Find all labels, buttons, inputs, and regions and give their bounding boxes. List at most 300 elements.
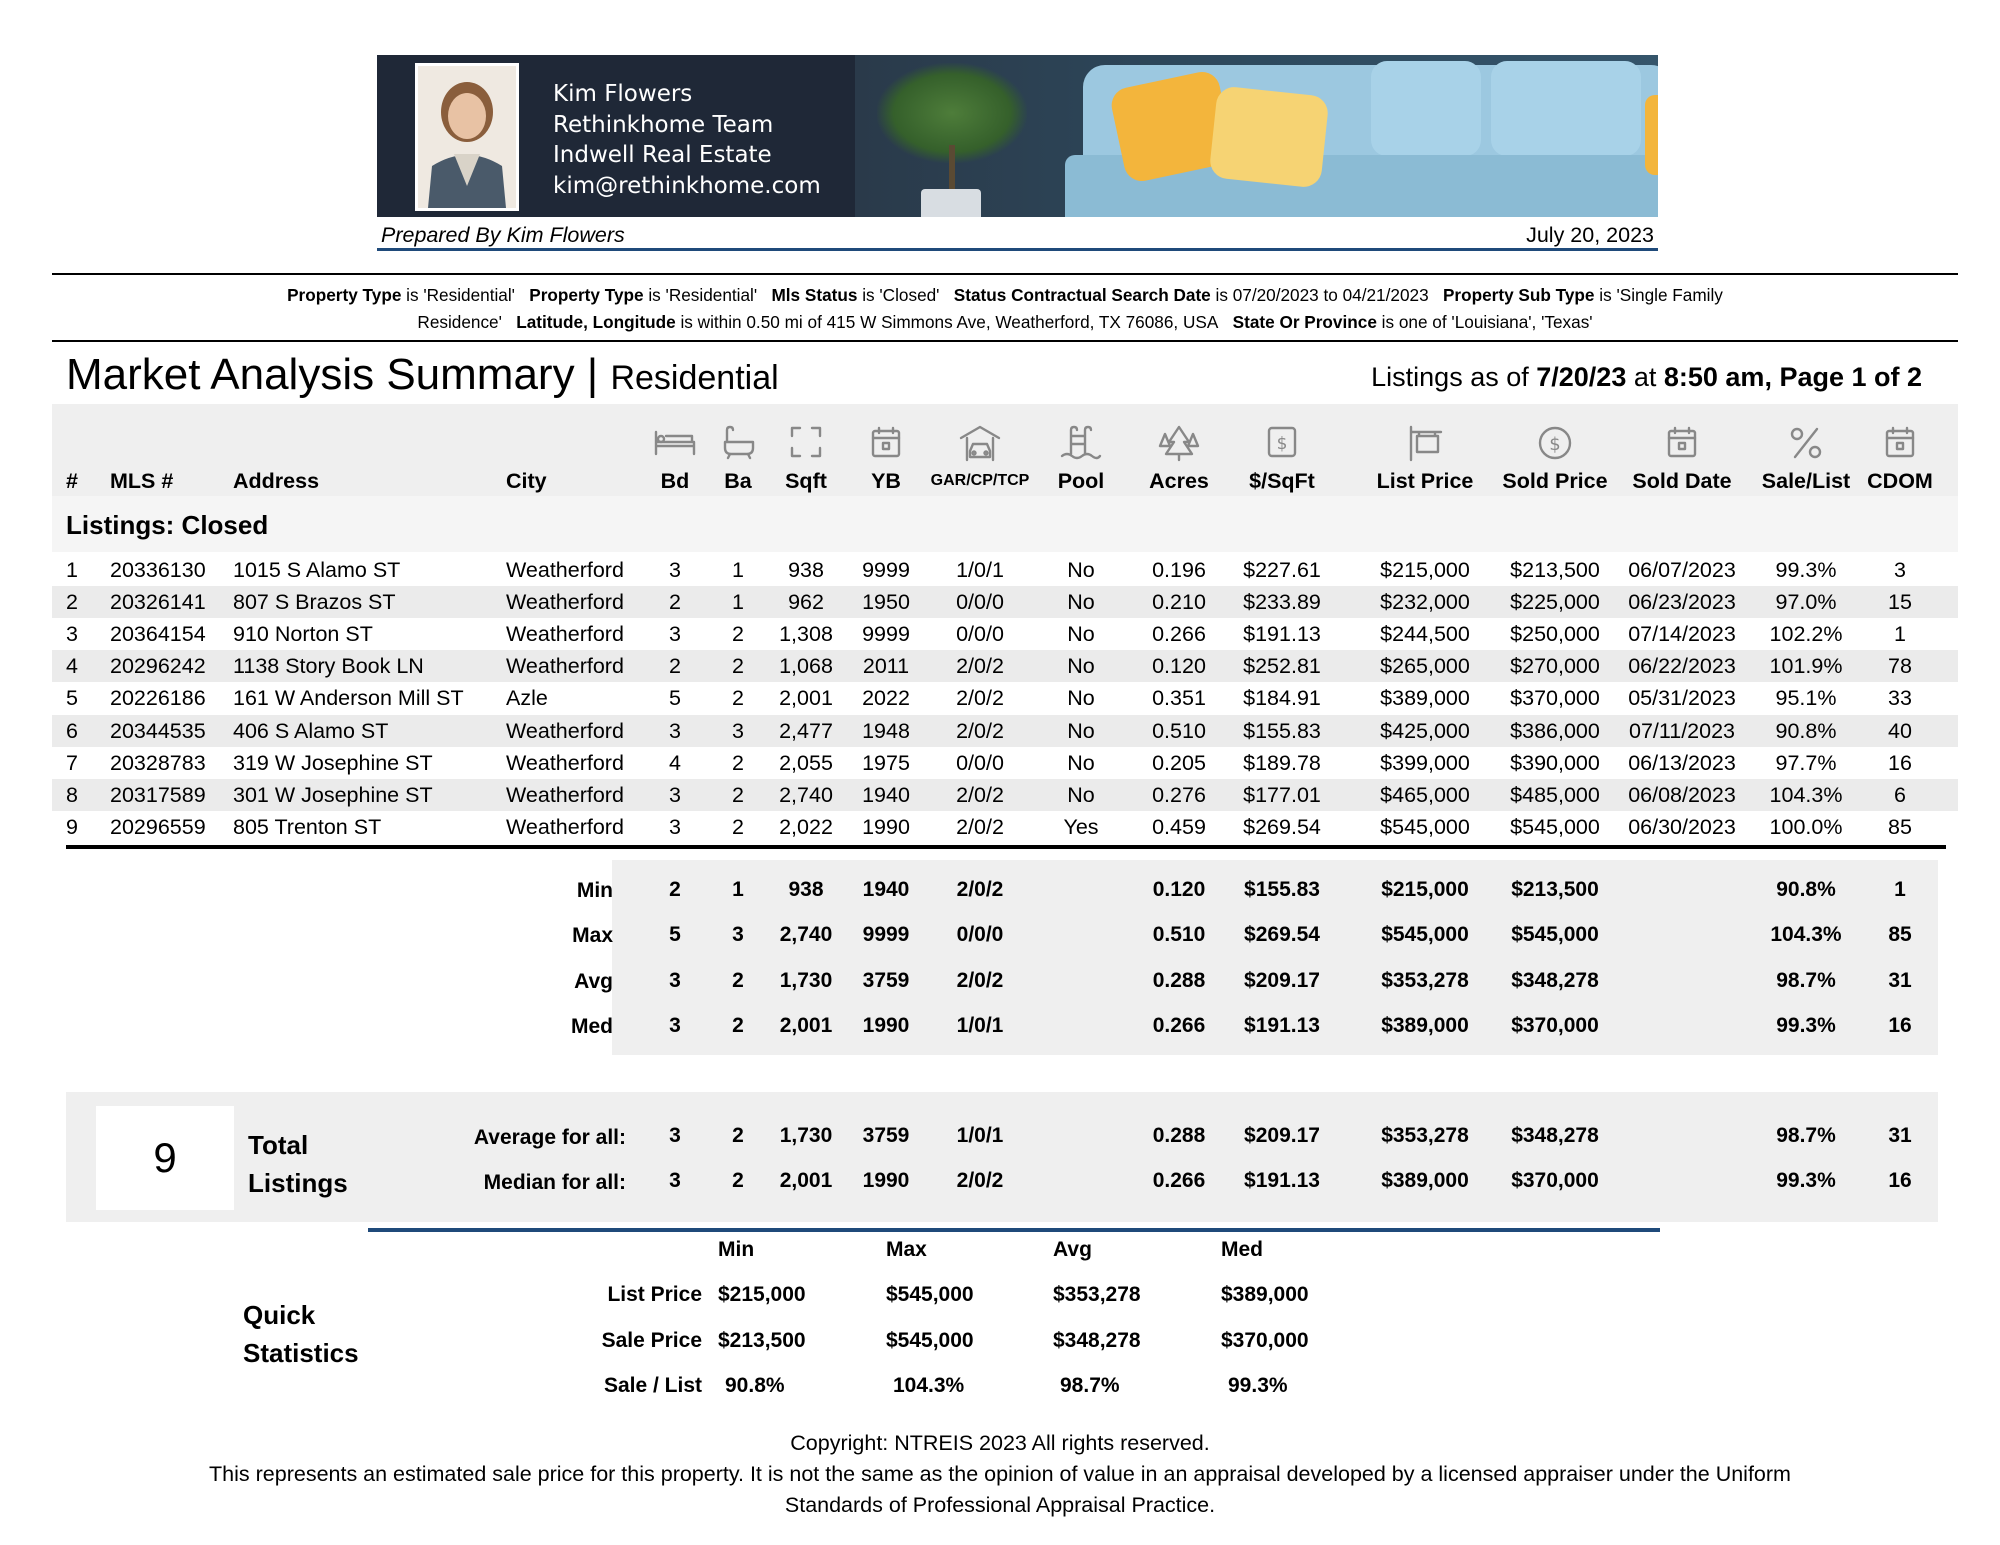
svg-text:$: $ (1276, 434, 1288, 454)
cell-n: 7 (66, 750, 78, 775)
stat-sl: 104.3% (1770, 923, 1842, 947)
cell-cdom: 78 (1888, 654, 1912, 679)
quick-stats-header-min: Min (718, 1238, 755, 1261)
stat-row-max (52, 919, 1958, 951)
total-sl: 98.7% (1776, 1124, 1836, 1147)
cell-list: $465,000 (1380, 782, 1470, 807)
cell-ba: 2 (732, 782, 744, 807)
cell-pool: No (1067, 718, 1095, 743)
cell-addr: 1138 Story Book LN (233, 654, 424, 679)
cell-yb: 2022 (862, 686, 910, 711)
cell-ba: 2 (732, 654, 744, 679)
agent-brokerage: Indwell Real Estate (553, 142, 772, 168)
cell-acres: 0.276 (1152, 782, 1206, 807)
cell-ba: 1 (732, 590, 744, 615)
total-bd: 3 (669, 1169, 681, 1192)
cell-city: Weatherford (506, 558, 624, 582)
stat-bd: 3 (669, 968, 681, 992)
stat-sl: 90.8% (1776, 878, 1836, 901)
cell-cdom: 15 (1888, 590, 1912, 615)
calendar-icon (1660, 424, 1704, 460)
cell-bd: 3 (669, 718, 681, 743)
cell-city: Weatherford (506, 622, 624, 647)
cell-yb: 1975 (862, 750, 910, 775)
cell-mls: 20326141 (110, 590, 206, 615)
cell-pool: No (1067, 686, 1095, 711)
cell-sqft: 2,055 (779, 750, 833, 775)
cell-list: $425,000 (1380, 718, 1470, 743)
cell-psf: $155.83 (1243, 718, 1321, 743)
cell-addr: 301 W Josephine ST (233, 782, 433, 807)
cell-acres: 0.459 (1152, 814, 1206, 839)
cell-sl: 102.2% (1769, 622, 1843, 647)
report-date: July 20, 2023 (1526, 223, 1654, 247)
total-psf: $209.17 (1244, 1124, 1320, 1147)
cell-ba: 2 (732, 814, 744, 839)
garage-icon (958, 424, 1002, 462)
cell-bd: 4 (669, 750, 681, 775)
stat-sold: $370,000 (1511, 1013, 1599, 1037)
cell-cdom: 6 (1894, 782, 1906, 807)
price-tag-icon (1260, 424, 1304, 460)
stat-yb: 3759 (862, 968, 910, 992)
cell-date: 06/23/2023 (1628, 590, 1736, 615)
cell-sqft: 1,068 (779, 654, 833, 679)
cell-gar: 2/0/2 (956, 814, 1004, 839)
column-header-bd: Bd (660, 469, 690, 493)
cell-sl: 97.0% (1775, 590, 1837, 615)
stat-acres: 0.510 (1152, 923, 1206, 947)
stat-gar: 1/0/1 (956, 1013, 1004, 1037)
page-title: Market Analysis Summary | Residential (66, 350, 779, 399)
stat-sqft: 2,740 (779, 923, 833, 947)
quick-stats-value: $545,000 (886, 1328, 974, 1352)
table-row[interactable] (52, 554, 1958, 586)
cell-psf: $252.81 (1243, 654, 1321, 679)
cell-list: $232,000 (1380, 590, 1470, 615)
stat-label: Min (576, 879, 613, 902)
cell-pool: No (1067, 750, 1095, 775)
stat-acres: 0.266 (1152, 1013, 1206, 1037)
section-label: Listings: Closed (66, 510, 269, 540)
cell-gar: 0/0/0 (956, 590, 1004, 615)
cell-yb: 1990 (862, 814, 910, 839)
stat-yb: 1990 (862, 1013, 910, 1037)
total-acres: 0.266 (1152, 1169, 1206, 1192)
stat-acres: 0.288 (1152, 968, 1206, 992)
stat-gar: 0/0/0 (956, 923, 1004, 947)
sign-icon (1403, 424, 1447, 462)
cell-gar: 2/0/2 (956, 782, 1004, 807)
cell-ba: 1 (732, 558, 744, 582)
calendar-icon (1878, 424, 1922, 460)
cell-ba: 2 (732, 622, 744, 647)
cell-ba: 2 (732, 686, 744, 711)
disclaimer-line-2: Standards of Professional Appraisal Practice. (784, 1493, 1216, 1517)
total-row-label: Median for all: (483, 1171, 626, 1194)
table-row[interactable] (52, 779, 1958, 811)
cell-addr: 161 W Anderson Mill ST (233, 686, 464, 711)
cell-sqft: 962 (788, 590, 824, 615)
cell-acres: 0.205 (1152, 750, 1206, 775)
cell-date: 06/30/2023 (1628, 814, 1736, 839)
cell-sl: 104.3% (1769, 782, 1843, 807)
cell-city: Weatherford (506, 654, 624, 679)
column-header-sqft: Sqft (785, 469, 827, 493)
total-list: $353,278 (1381, 1124, 1469, 1147)
cell-sqft: 1,308 (779, 622, 833, 647)
cell-n: 6 (66, 718, 78, 743)
stat-row-min (52, 874, 1958, 906)
divider (368, 1228, 1660, 1232)
median-for-all-row (52, 1165, 1958, 1197)
cell-city: Weatherford (506, 750, 624, 775)
cell-yb: 1948 (862, 718, 910, 743)
table-row[interactable] (52, 682, 1958, 714)
total-sl: 99.3% (1776, 1169, 1836, 1192)
total-gar: 1/0/1 (956, 1124, 1004, 1147)
trees-icon (1157, 424, 1201, 462)
quick-stats-value: 90.8% (725, 1374, 785, 1397)
stat-psf: $155.83 (1244, 878, 1320, 901)
cell-list: $389,000 (1380, 686, 1470, 711)
cell-yb: 9999 (862, 622, 910, 647)
column-header-psf: $/SqFt (1249, 469, 1315, 493)
cell-sold: $250,000 (1510, 622, 1600, 647)
total-ba: 2 (732, 1124, 744, 1147)
stat-yb: 9999 (862, 923, 910, 947)
total-psf: $191.13 (1244, 1169, 1320, 1192)
cell-psf: $177.01 (1243, 782, 1321, 807)
quick-stats-row-label: List Price (607, 1283, 702, 1306)
cell-acres: 0.210 (1152, 590, 1206, 615)
cell-sqft: 2,740 (779, 782, 833, 807)
cell-date: 06/22/2023 (1628, 654, 1736, 679)
bath-icon (716, 424, 760, 460)
cell-sold: $545,000 (1510, 814, 1600, 839)
column-header-sale_list: Sale/List (1761, 469, 1851, 493)
stat-list: $353,278 (1381, 968, 1469, 992)
total-yb: 3759 (862, 1124, 910, 1147)
cell-pool: No (1067, 590, 1095, 615)
total-row-label: Average for all: (473, 1126, 626, 1149)
stat-cdom: 1 (1894, 878, 1906, 901)
cell-psf: $191.13 (1243, 622, 1321, 647)
cell-sl: 99.3% (1775, 558, 1837, 582)
table-row[interactable] (52, 586, 1958, 618)
stat-sqft: 938 (788, 878, 824, 901)
cell-gar: 2/0/2 (956, 686, 1004, 711)
coin-icon (1533, 424, 1577, 462)
cell-mls: 20344535 (110, 718, 206, 743)
stat-bd: 5 (669, 923, 681, 947)
cell-bd: 3 (669, 558, 681, 582)
stat-gar: 2/0/2 (956, 968, 1004, 992)
column-header-yb: YB (871, 469, 901, 493)
cell-n: 5 (66, 686, 78, 711)
cell-sqft: 2,022 (779, 814, 833, 839)
cell-date: 07/14/2023 (1628, 622, 1736, 647)
cell-sqft: 2,477 (779, 718, 833, 743)
table-divider (66, 845, 1946, 849)
agent-banner (377, 55, 1658, 217)
copyright: Copyright: NTREIS 2023 All rights reserved. (790, 1431, 1210, 1455)
stat-gar: 2/0/2 (956, 878, 1004, 901)
cell-gar: 0/0/0 (956, 750, 1004, 775)
cell-sold: $370,000 (1510, 686, 1600, 711)
agent-email[interactable]: kim@rethinkhome.com (553, 172, 821, 199)
cell-cdom: 16 (1888, 750, 1912, 775)
cell-yb: 9999 (862, 558, 910, 582)
stat-list: $545,000 (1381, 923, 1469, 947)
cell-mls: 20317589 (110, 782, 206, 807)
stat-sl: 99.3% (1776, 1013, 1836, 1037)
stat-sold: $213,500 (1511, 878, 1599, 901)
agent-name: Kim Flowers (553, 81, 693, 107)
cell-bd: 3 (669, 814, 681, 839)
column-header-num: # (66, 469, 78, 493)
stat-bd: 2 (669, 878, 681, 901)
stat-row-med (52, 1010, 1958, 1042)
cell-date: 05/31/2023 (1628, 686, 1736, 711)
cell-sl: 90.8% (1775, 718, 1837, 743)
cell-city: Weatherford (506, 814, 624, 839)
cell-bd: 2 (669, 590, 681, 615)
quick-stats-value: $215,000 (718, 1283, 806, 1306)
cell-ba: 3 (732, 718, 744, 743)
percent-icon (1784, 424, 1828, 462)
cell-mls: 20226186 (110, 686, 206, 711)
cell-n: 2 (66, 590, 78, 615)
cell-bd: 5 (669, 686, 681, 711)
stat-acres: 0.120 (1152, 878, 1206, 901)
stat-ba: 2 (732, 968, 744, 992)
cell-ba: 2 (732, 750, 744, 775)
cell-n: 8 (66, 782, 78, 807)
quick-stats-value: $213,500 (718, 1328, 806, 1352)
total-bd: 3 (669, 1124, 681, 1147)
cell-n: 1 (66, 558, 78, 582)
quick-stats-value: $545,000 (886, 1283, 974, 1306)
quick-stats-row-label: Sale / List (603, 1374, 702, 1397)
cell-bd: 3 (669, 622, 681, 647)
quick-stats-value: $370,000 (1221, 1328, 1309, 1352)
quick-stats-value: 99.3% (1228, 1374, 1288, 1397)
cell-mls: 20328783 (110, 750, 206, 775)
cell-acres: 0.120 (1152, 654, 1206, 679)
cell-pool: No (1067, 782, 1095, 807)
cell-sold: $386,000 (1510, 718, 1600, 743)
column-header-pool: Pool (1057, 469, 1105, 493)
total-count: 9 (96, 1106, 234, 1210)
stat-label: Avg (574, 969, 613, 993)
column-header-mls: MLS # (110, 469, 174, 493)
cell-gar: 2/0/2 (956, 718, 1004, 743)
stat-yb: 1940 (862, 878, 910, 901)
cell-date: 06/07/2023 (1628, 558, 1736, 582)
cell-bd: 3 (669, 782, 681, 807)
cell-cdom: 40 (1888, 718, 1912, 743)
table-row[interactable] (52, 618, 1958, 650)
total-label: Total Listings (248, 1130, 348, 1198)
stat-sl: 98.7% (1776, 968, 1836, 992)
cell-n: 4 (66, 654, 78, 679)
cell-psf: $184.91 (1243, 686, 1321, 711)
quick-stats-header-med: Med (1221, 1238, 1263, 1261)
quick-stats-value: $348,278 (1053, 1328, 1141, 1352)
listings-as-of: Listings as of 7/20/23 at 8:50 am, Page 1 of 2 (1371, 362, 1922, 392)
cell-psf: $227.61 (1243, 558, 1321, 582)
total-ba: 2 (732, 1169, 744, 1192)
cell-cdom: 1 (1894, 622, 1906, 647)
cell-yb: 2011 (862, 654, 910, 679)
cell-city: Azle (506, 686, 548, 711)
quick-stats-header-max: Max (886, 1238, 927, 1261)
cell-pool: No (1067, 558, 1095, 582)
sqft-icon (784, 424, 828, 460)
cell-addr: 805 Trenton ST (233, 814, 382, 839)
stat-psf: $269.54 (1244, 923, 1320, 947)
cell-gar: 0/0/0 (956, 622, 1004, 647)
total-sold: $370,000 (1511, 1169, 1599, 1192)
stat-sold: $545,000 (1511, 923, 1599, 947)
cell-acres: 0.510 (1152, 718, 1206, 743)
stat-psf: $209.17 (1244, 968, 1320, 992)
table-row[interactable] (52, 715, 1958, 747)
calendar-icon (864, 424, 908, 460)
cell-acres: 0.196 (1152, 558, 1206, 582)
column-header-gar: GAR/CP/TCP (930, 472, 1030, 489)
cell-yb: 1940 (862, 782, 910, 807)
total-sqft: 2,001 (779, 1169, 833, 1192)
cell-acres: 0.351 (1152, 686, 1206, 711)
stat-bd: 3 (669, 1013, 681, 1037)
stat-sqft: 2,001 (779, 1013, 833, 1037)
cell-pool: Yes (1063, 814, 1099, 839)
table-row[interactable] (52, 747, 1958, 779)
cell-gar: 2/0/2 (956, 654, 1004, 679)
prepared-by-row (377, 219, 1658, 251)
cell-pool: No (1067, 654, 1095, 679)
stat-row-avg (52, 965, 1958, 997)
cell-sold: $390,000 (1510, 750, 1600, 775)
banner-image (855, 55, 1658, 217)
stat-list: $389,000 (1381, 1013, 1469, 1037)
cell-psf: $189.78 (1243, 750, 1321, 775)
stat-psf: $191.13 (1244, 1013, 1320, 1037)
cell-n: 3 (66, 622, 78, 647)
stat-label: Max (572, 924, 613, 948)
disclaimer-line-1: This represents an estimated sale price for this property. It is not the same as the opinion of value in an appraisal developed by a licensed appraiser under the Uniform (209, 1462, 1791, 1486)
stat-cdom: 31 (1888, 968, 1912, 992)
stat-label: Med (571, 1014, 613, 1038)
average-for-all-row (52, 1120, 1958, 1152)
column-header-ba: Ba (724, 469, 752, 493)
cell-city: Weatherford (506, 590, 624, 615)
cell-sl: 100.0% (1769, 814, 1843, 839)
stat-sold: $348,278 (1511, 968, 1599, 992)
column-header-acres: Acres (1149, 469, 1209, 493)
total-yb: 1990 (862, 1169, 910, 1192)
cell-list: $399,000 (1380, 750, 1470, 775)
cell-addr: 406 S Alamo ST (233, 718, 389, 743)
cell-sold: $485,000 (1510, 782, 1600, 807)
cell-list: $244,500 (1380, 622, 1470, 647)
total-cdom: 31 (1888, 1124, 1912, 1147)
cell-city: Weatherford (506, 718, 624, 743)
stat-cdom: 16 (1888, 1013, 1912, 1037)
quick-stats-value: $389,000 (1221, 1283, 1309, 1306)
cell-sl: 95.1% (1775, 686, 1837, 711)
agent-team: Rethinkhome Team (553, 111, 774, 138)
total-sold: $348,278 (1511, 1124, 1599, 1147)
column-header-address: Address (233, 469, 320, 493)
cell-gar: 1/0/1 (956, 558, 1004, 582)
stat-ba: 1 (732, 878, 744, 901)
cell-list: $215,000 (1380, 558, 1470, 582)
table-row[interactable] (52, 650, 1958, 682)
cell-sl: 97.7% (1775, 750, 1837, 775)
cell-sold: $213,500 (1510, 558, 1600, 582)
cell-addr: 319 W Josephine ST (233, 750, 433, 775)
quick-stats-row-label: Sale Price (601, 1328, 702, 1352)
svg-text:$: $ (1549, 434, 1561, 455)
search-criteria: Property Type is 'Residential' Property Type is 'Residential' Mls Status is 'Closed' Status Contractual Search Date is 07/20/2023 to 04/21/2023 Property Sub Type is 'Single Family Residence' Latitude, Longitude is within 0.50 mi of 415 W Simmons Ave, Weatherford, TX 76086, USA State Or Province is one of 'Louisiana', 'Texas' (52, 273, 1958, 342)
cell-n: 9 (66, 814, 78, 839)
table-row[interactable] (52, 811, 1958, 843)
cell-yb: 1950 (862, 590, 910, 615)
stat-ba: 3 (732, 923, 744, 947)
cell-cdom: 3 (1894, 558, 1906, 582)
cell-city: Weatherford (506, 782, 624, 807)
stat-sqft: 1,730 (779, 968, 833, 992)
cell-sold: $270,000 (1510, 654, 1600, 679)
stat-cdom: 85 (1888, 923, 1912, 947)
cell-addr: 910 Norton ST (233, 622, 373, 647)
stat-list: $215,000 (1381, 878, 1469, 901)
stat-ba: 2 (732, 1013, 744, 1037)
cell-mls: 20364154 (110, 622, 206, 647)
cell-bd: 2 (669, 654, 681, 679)
bed-icon (653, 424, 697, 460)
cell-date: 06/13/2023 (1628, 750, 1736, 775)
column-header-city: City (506, 469, 547, 493)
cell-date: 07/11/2023 (1628, 718, 1735, 743)
quick-stats-value: 98.7% (1060, 1374, 1120, 1397)
total-cdom: 16 (1888, 1169, 1912, 1192)
pool-icon (1059, 424, 1103, 462)
cell-addr: 1015 S Alamo ST (233, 558, 401, 582)
cell-sl: 101.9% (1769, 654, 1843, 679)
column-header-sold_date: Sold Date (1632, 469, 1732, 493)
cell-sold: $225,000 (1510, 590, 1600, 615)
cell-pool: No (1067, 622, 1095, 647)
cell-cdom: 33 (1888, 686, 1912, 711)
agent-contact (553, 79, 821, 201)
column-header-list: List Price (1376, 469, 1474, 493)
cell-sqft: 938 (788, 558, 824, 582)
column-header-sold: Sold Price (1502, 469, 1608, 493)
total-list: $389,000 (1381, 1169, 1469, 1192)
cell-psf: $233.89 (1243, 590, 1321, 615)
agent-photo (415, 63, 519, 211)
quick-stats-value: $353,278 (1053, 1283, 1141, 1306)
quick-stats-label: Quick Statistics (243, 1300, 359, 1368)
column-header-cdom: CDOM (1867, 469, 1933, 493)
cell-acres: 0.266 (1152, 622, 1206, 647)
cell-mls: 20296559 (110, 814, 206, 839)
cell-psf: $269.54 (1243, 814, 1321, 839)
